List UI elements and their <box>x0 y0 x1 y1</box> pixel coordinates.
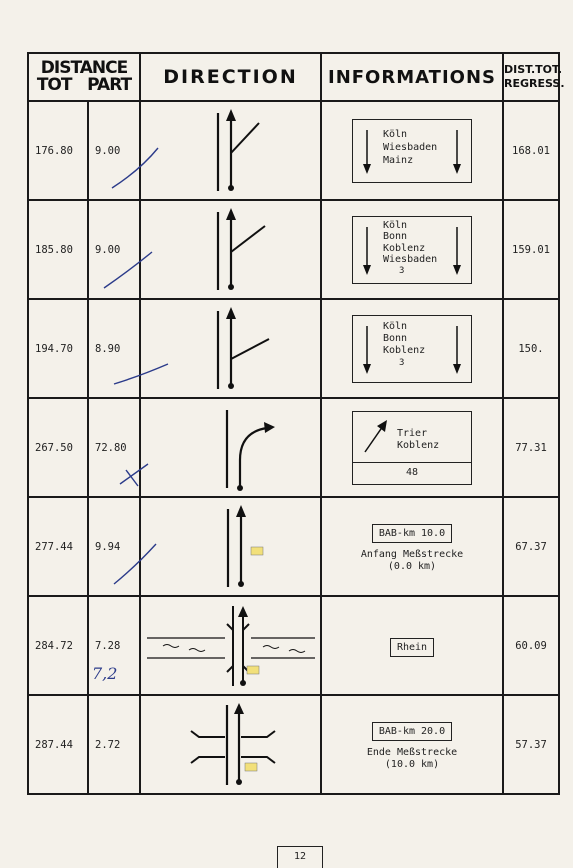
sign-number: 3 <box>399 357 405 368</box>
information-cell <box>321 497 503 596</box>
down-arrows-icon <box>353 316 471 382</box>
information-cell <box>321 398 503 497</box>
regress-cell: 77.31 <box>503 398 559 497</box>
river-name-box: Rhein <box>390 638 434 657</box>
part-cell: 2.72 <box>88 695 140 794</box>
sign-line: Koblenz <box>397 439 440 451</box>
table-row <box>28 101 559 200</box>
information-cell <box>321 101 503 200</box>
regress-cell: 60.09 <box>503 596 559 695</box>
fork-right-diagram <box>171 105 291 197</box>
direction-cell <box>140 398 321 497</box>
header-row <box>28 53 559 101</box>
sign-line: Wiesbaden <box>383 141 438 153</box>
table-row <box>28 398 559 497</box>
part-cell: 9.00 <box>88 200 140 299</box>
sign-line: Köln <box>383 219 408 231</box>
part-cell: 7.28 <box>88 596 140 695</box>
direction-cell <box>140 101 321 200</box>
part-cell: 9.00 <box>88 101 140 200</box>
fork-right-diagram <box>171 303 291 395</box>
direction-sign <box>352 216 472 284</box>
roadbook-table <box>27 52 565 795</box>
tot-cell: 194.70 <box>28 299 88 398</box>
header-distance <box>28 53 140 101</box>
table-row <box>28 695 559 794</box>
handwritten-note: 7,2 <box>92 664 118 683</box>
regress-cell: 168.01 <box>503 101 559 200</box>
header-direction: DIRECTION <box>140 53 321 101</box>
sign-line: Köln <box>383 128 408 140</box>
fork-right-diagram <box>171 204 291 296</box>
header-dist-tot: DIST.TOT. <box>504 63 563 76</box>
part-cell: 9.94 <box>88 497 140 596</box>
exit-right-diagram <box>171 402 291 494</box>
regress-cell: 67.37 <box>503 497 559 596</box>
header-informations: INFORMATIONS <box>321 53 503 101</box>
table-row <box>28 497 559 596</box>
direction-cell <box>140 299 321 398</box>
sign-number: 3 <box>399 265 405 276</box>
caption-line: (0.0 km) <box>387 560 437 572</box>
straight-road-diagram <box>171 501 291 593</box>
overpass-diagram <box>171 699 291 791</box>
tot-cell: 185.80 <box>28 200 88 299</box>
part-cell: 8.90 <box>88 299 140 398</box>
sign-line: Trier <box>397 427 428 439</box>
sign-line: Bonn <box>383 231 408 242</box>
information-cell <box>321 596 503 695</box>
bridge-over-river-diagram <box>143 600 319 692</box>
tot-cell: 267.50 <box>28 398 88 497</box>
header-part: PART <box>87 75 132 95</box>
sign-line: Bonn <box>383 332 408 344</box>
direction-sign <box>352 119 472 183</box>
regress-cell: 150. <box>503 299 559 398</box>
direction-sign <box>352 315 472 383</box>
sign-line: Koblenz <box>383 344 426 356</box>
direction-cell <box>140 497 321 596</box>
caption-line: Ende Meßstrecke <box>366 746 458 758</box>
tot-cell: 287.44 <box>28 695 88 794</box>
table-row <box>28 299 559 398</box>
table-row <box>28 200 559 299</box>
page-number: 12 <box>277 846 323 868</box>
regress-cell: 57.37 <box>503 695 559 794</box>
sign-line: Wiesbaden <box>383 254 438 265</box>
information-cell <box>321 200 503 299</box>
caption-line: Anfang Meßstrecke <box>360 548 464 560</box>
information-cell <box>321 299 503 398</box>
km-marker-box: BAB-km 10.0 <box>372 524 452 543</box>
down-arrows-icon <box>353 217 471 283</box>
down-arrows-icon <box>353 120 471 182</box>
exit-number: 48 <box>353 462 471 483</box>
caption-line: (10.0 km) <box>384 758 440 770</box>
sign-line: Mainz <box>383 154 414 166</box>
tot-cell: 176.80 <box>28 101 88 200</box>
km-marker-box: BAB-km 20.0 <box>372 722 452 741</box>
regress-cell: 159.01 <box>503 200 559 299</box>
sign-line: Köln <box>383 320 408 332</box>
header-tot: TOT <box>36 75 72 95</box>
header-dist-regress <box>503 53 565 101</box>
information-cell <box>321 695 503 794</box>
direction-sign <box>352 411 472 485</box>
direction-cell <box>140 695 321 794</box>
sign-line: Koblenz <box>383 242 426 254</box>
header-distance-label: DISTANCE <box>40 58 128 78</box>
direction-cell <box>140 200 321 299</box>
header-regress: REGRESS. <box>504 77 565 90</box>
part-cell: 72.80 <box>88 398 140 497</box>
tot-cell: 284.72 <box>28 596 88 695</box>
direction-cell <box>140 596 321 695</box>
tot-cell: 277.44 <box>28 497 88 596</box>
